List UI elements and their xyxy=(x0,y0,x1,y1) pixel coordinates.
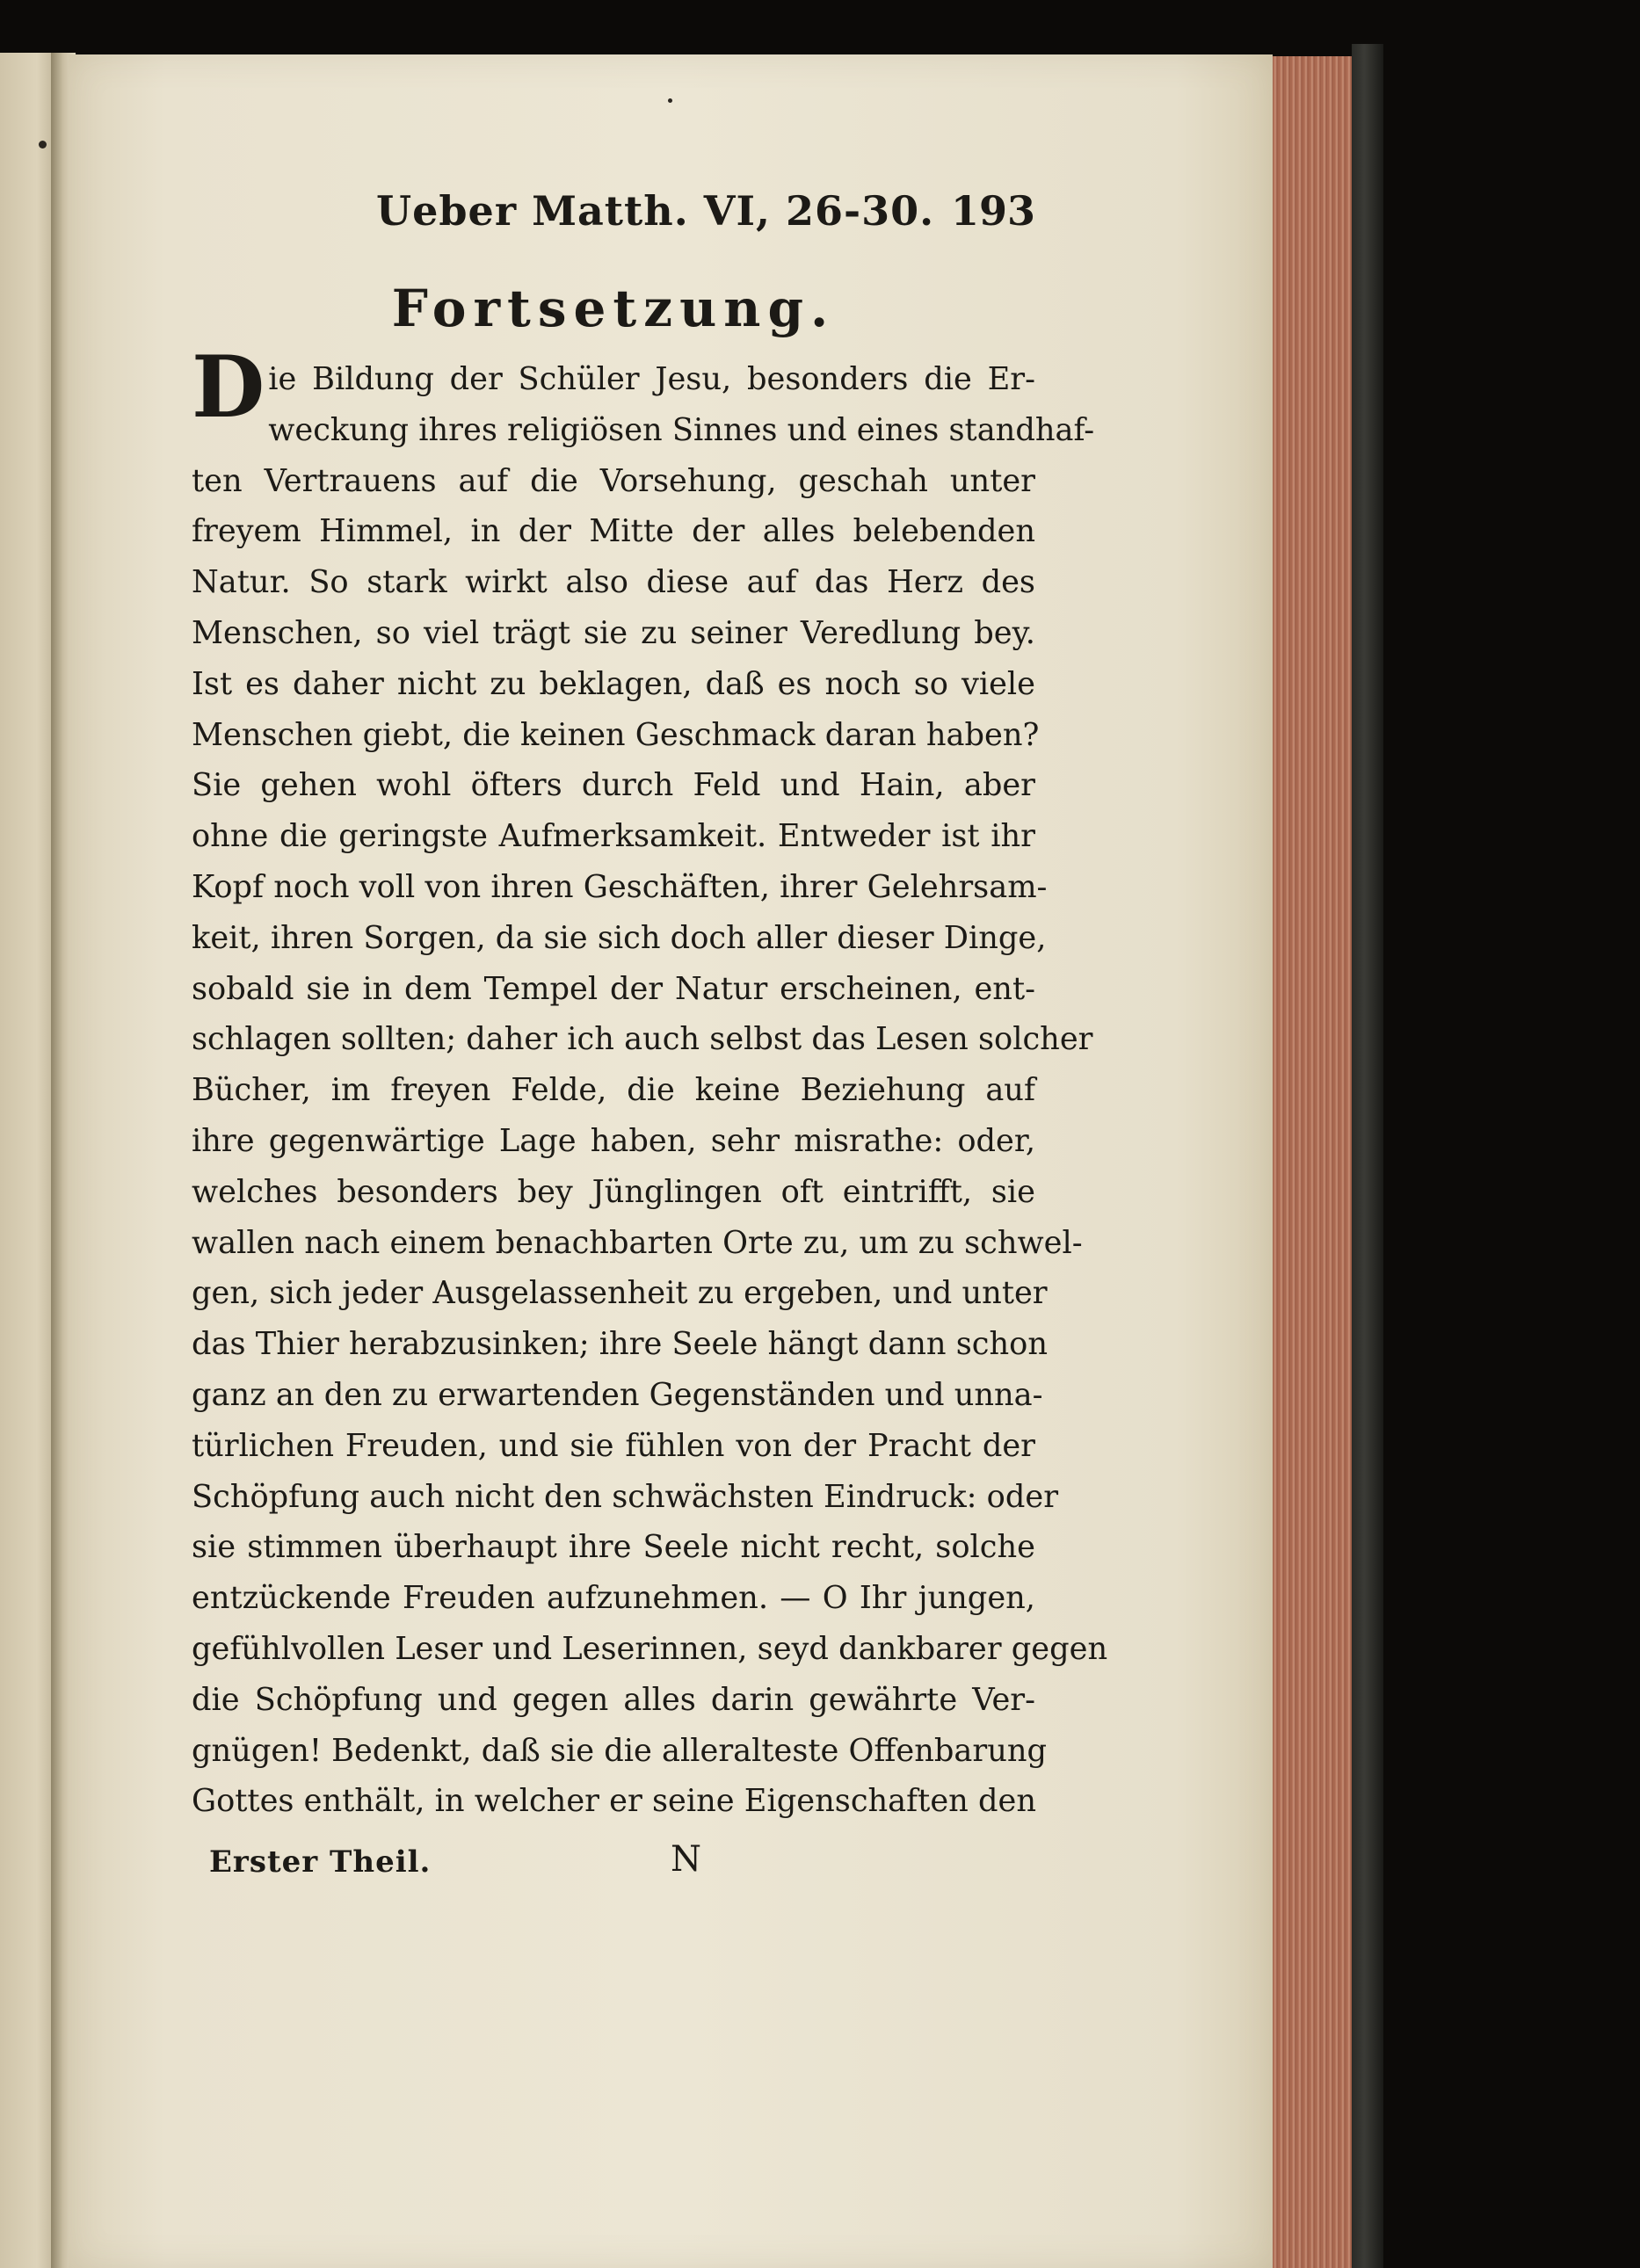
text-line: sobald sie in dem Tempel der Natur erscheinen, ent- xyxy=(192,970,1035,1007)
text-line: ie Bildung der Schüler Jesu, besonders die Er- xyxy=(268,361,1035,397)
text-line: weckung ihres religiösen Sinnes und eines standhaf- xyxy=(268,411,1095,448)
text-line: gnügen! Bedenkt, daß sie die alleralteste Offenbarung xyxy=(192,1732,1048,1769)
text-line: schlagen sollten; daher ich auch selbst das Lesen solcher xyxy=(192,1021,1093,1058)
text-line: Gottes enthält, in welcher er seine Eigenschaften den xyxy=(192,1783,1037,1820)
running-head xyxy=(192,180,1035,243)
text-line: sie stimmen überhaupt ihre Seele nicht recht, solche xyxy=(192,1529,1035,1566)
text-line: Bücher, im freyen Felde, die keine Beziehung auf xyxy=(192,1072,1035,1109)
text-line: welches besonders bey Jünglingen oft eintrifft, sie xyxy=(192,1173,1035,1210)
text-line: wallen nach einem benachbarten Orte zu, um zu schwel- xyxy=(192,1224,1083,1261)
page-number: 193 xyxy=(950,187,1035,235)
text-line: gen, sich jeder Ausgelassenheit zu ergeben, und unter xyxy=(192,1275,1048,1312)
text-line: Menschen, so viel trägt sie zu seiner Veredlung bey. xyxy=(192,614,1035,651)
text-line: freyem Himmel, in der Mitte der alles belebenden xyxy=(192,513,1035,550)
paper-speck xyxy=(39,141,47,149)
text-line: Kopf noch voll von ihren Geschäften, ihrer Gelehrsam- xyxy=(192,868,1048,905)
book-cover xyxy=(1352,44,1383,2268)
body-text xyxy=(192,337,1108,1827)
text-line: gefühlvollen Leser und Leserinnen, seyd dankbarer gegen xyxy=(192,1630,1108,1667)
text-line: Natur. So stark wirkt also diese auf das Herz des xyxy=(192,564,1035,601)
paper-speck xyxy=(668,98,672,103)
text-line: ohne die geringste Aufmerksamkeit. Entweder ist ihr xyxy=(192,818,1035,855)
text-line: das Thier herabzusinken; ihre Seele hängt dann schon xyxy=(192,1326,1048,1363)
text-line: entzückende Freuden aufzunehmen. — O Ihr jungen, xyxy=(192,1580,1035,1617)
text-line: ihre gegenwärtige Lage haben, sehr misrathe: oder, xyxy=(192,1122,1035,1159)
text-line: ganz an den zu erwartenden Gegenständen und unna- xyxy=(192,1376,1043,1413)
text-line: Ist es daher nicht zu beklagen, daß es noch so viele xyxy=(192,665,1035,702)
text-line: Menschen giebt, die keinen Geschmack daran haben? xyxy=(192,716,1040,753)
text-line: ten Vertrauens auf die Vorsehung, geschah unter xyxy=(192,462,1035,499)
page-content xyxy=(192,180,1108,1892)
page-foot xyxy=(192,1839,1035,1892)
drop-cap-initial: D xyxy=(192,337,265,437)
running-title: Ueber Matth. VI, 26-30. xyxy=(376,187,935,235)
text-line: die Schöpfung und gegen alles darin gewährte Ver- xyxy=(192,1681,1035,1718)
text-line: Sie gehen wohl öfters durch Feld und Hain, aber xyxy=(192,767,1035,804)
text-line: türlichen Freuden, und sie fühlen von der Pracht der xyxy=(192,1427,1035,1464)
text-line: keit, ihren Sorgen, da sie sich doch aller dieser Dinge, xyxy=(192,919,1047,956)
sheet-signature: N xyxy=(671,1839,701,1880)
signature-mark: Erster Theil. xyxy=(209,1844,432,1880)
page-edges xyxy=(1273,56,1352,2268)
section-heading: Fortsetzung. xyxy=(391,279,836,338)
text-line: Schöpfung auch nicht den schwächsten Eindruck: oder xyxy=(192,1478,1059,1515)
